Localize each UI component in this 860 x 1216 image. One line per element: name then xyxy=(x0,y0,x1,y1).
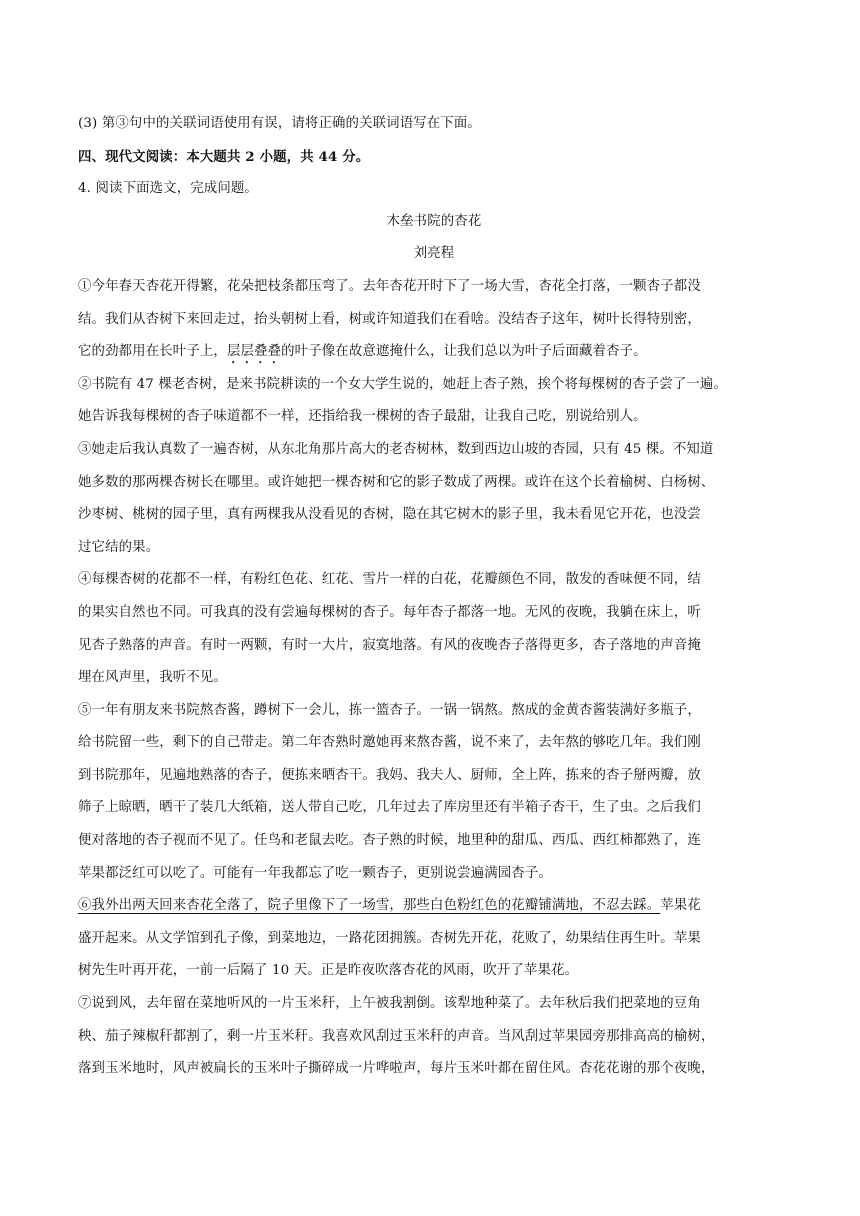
article-title: 木垒书院的杏花 xyxy=(386,213,482,229)
text-line: 落到玉米地时，风声被扁长的玉米叶子撕碎成一片哗啦声，每片玉米叶都在留住风。杏花花谢的那个夜晚， xyxy=(78,1061,715,1077)
text-line: 筛子上晾晒，晒干了装几大纸箱，送人带自己吃，几年过去了库房里还有半箱子杏干，生了虫。之后我们 xyxy=(78,800,701,816)
section-heading: 四、现代文阅读：本大题共 2 小题，共 44 分。 xyxy=(78,148,370,165)
text-line: ⑦说到风，去年留在菜地听风的一片玉米秆，上午被我割倒。该犁地种菜了。去年秋后我们把菜地的豆角 xyxy=(78,996,701,1012)
text-line: 的果实自然也不同。可我真的没有尝遍每棵树的杏子。每年杏子都落一地。无风的夜晚，我躺在床上，听 xyxy=(78,604,701,620)
text-line: (3) 第③句中的关联词语使用有误，请将正确的关联词语写在下面。 xyxy=(78,116,481,131)
text-line: ③她走后我认真数了一遍杏树，从东北角那片高大的老杏树林，数到西边山坡的杏园，只有 45 棵。不知道 xyxy=(78,441,714,457)
text-line: ①今年春天杏花开得繁，花朵把枝条都压弯了。去年杏花开时下了一场大雪，杏花全打落，一颗杏子都没 xyxy=(78,278,701,294)
text-line: 秧、茄子辣椒秆都割了，剩一片玉米秆。我喜欢风刮过玉米秆的声音。当风刮过苹果园旁那排高高的榆树， xyxy=(78,1028,715,1044)
text-line: 沙枣树、桃树的园子里，真有两棵我从没看见的杏树，隐在其它树木的影子里，我未看见它开花，也没尝 xyxy=(78,507,701,523)
text-line: 苹果都泛红可以吃了。可能有一年我都忘了吃一颗杏子，更别说尝遍满园杏子。 xyxy=(78,865,552,881)
text-line: 便对落地的杏子视而不见了。任鸟和老鼠去吃。杏子熟的时候，地里种的甜瓜、西瓜、西红柿都熟了，连 xyxy=(78,833,701,849)
text-line: 埋在风声里，我听不见。 xyxy=(78,670,227,686)
text-line: 盛开起来。从文学馆到孔子像，到菜地边，一路花团拥簇。杏树先开花，花败了，幼果结住再生叶。苹果 xyxy=(78,930,701,946)
text-line xyxy=(78,336,790,369)
text-line: 见杏子熟落的声音。有时一两颗，有时一大片，寂寞地落。有风的夜晚杏子落得更多，杏子落地的声音掩 xyxy=(78,637,701,653)
text-line: 她告诉我每棵树的杏子味道都不一样，还指给我一棵树的杏子最甜，让我自己吃，别说给别人。 xyxy=(78,409,647,425)
text-segment: 它的劲都用在长叶子上， xyxy=(78,344,227,360)
text-line: 到书院那年，见遍地熟落的杏子，便拣来晒杏干。我妈、我夫人、厨师，全上阵，拣来的杏子掰两瓣，放 xyxy=(78,767,701,783)
article-author: 刘亮程 xyxy=(413,246,455,262)
text-line: 树先生叶再开花，一前一后隔了 10 天。正是昨夜吹落杏花的风雨，吹开了苹果花。 xyxy=(78,963,579,979)
text-line: 过它结的果。 xyxy=(78,539,160,555)
text-line: 结。我们从杏树下来回走过，抬头朝树上看，树或许知道我们在看啥。没结杏子这年，树叶长得特别密， xyxy=(78,311,701,327)
text-segment: 的叶子像在故意遮掩什么，让我们总以为叶子后面藏着杏子。 xyxy=(281,344,647,360)
text-line xyxy=(78,890,790,923)
underlined-sentence: ⑥我外出两天回来杏花全落了，院子里像下了一场雪，那些白色粉红色的花瓣铺满地，不忍去踩。 xyxy=(78,898,661,914)
text-segment: 苹果花 xyxy=(660,898,701,914)
text-line: 给书院留一些，剩下的自己带走。第二年杏熟时邀她再来熬杏酱，说不来了，去年熬的够吃几年。我们刚 xyxy=(78,735,701,751)
text-line: ②书院有 47 棵老杏树，是来书院耕读的一个女大学生说的，她赶上杏子熟，挨个将每棵树的杏子尝了一遍。 xyxy=(78,376,728,392)
emphasized-phrase: 层层叠叠 xyxy=(226,344,282,360)
text-line: 她多数的那两棵杏树长在哪里。或许她把一棵杏树和它的影子数成了两棵。或许在这个长着榆树、白杨树、 xyxy=(78,474,715,490)
text-line: ⑤一年有朋友来书院熬杏酱，蹲树下一会儿，拣一篮杏子。一锅一锅熬。熬成的金黄杏酱装满好多瓶子， xyxy=(78,702,701,718)
text-line: 4. 阅读下面选文，完成问题。 xyxy=(78,181,258,197)
text-line: ④每棵杏树的花都不一样，有粉红色花、红花、雪片一样的白花，花瓣颜色不同，散发的香味便不同，结 xyxy=(78,572,701,588)
